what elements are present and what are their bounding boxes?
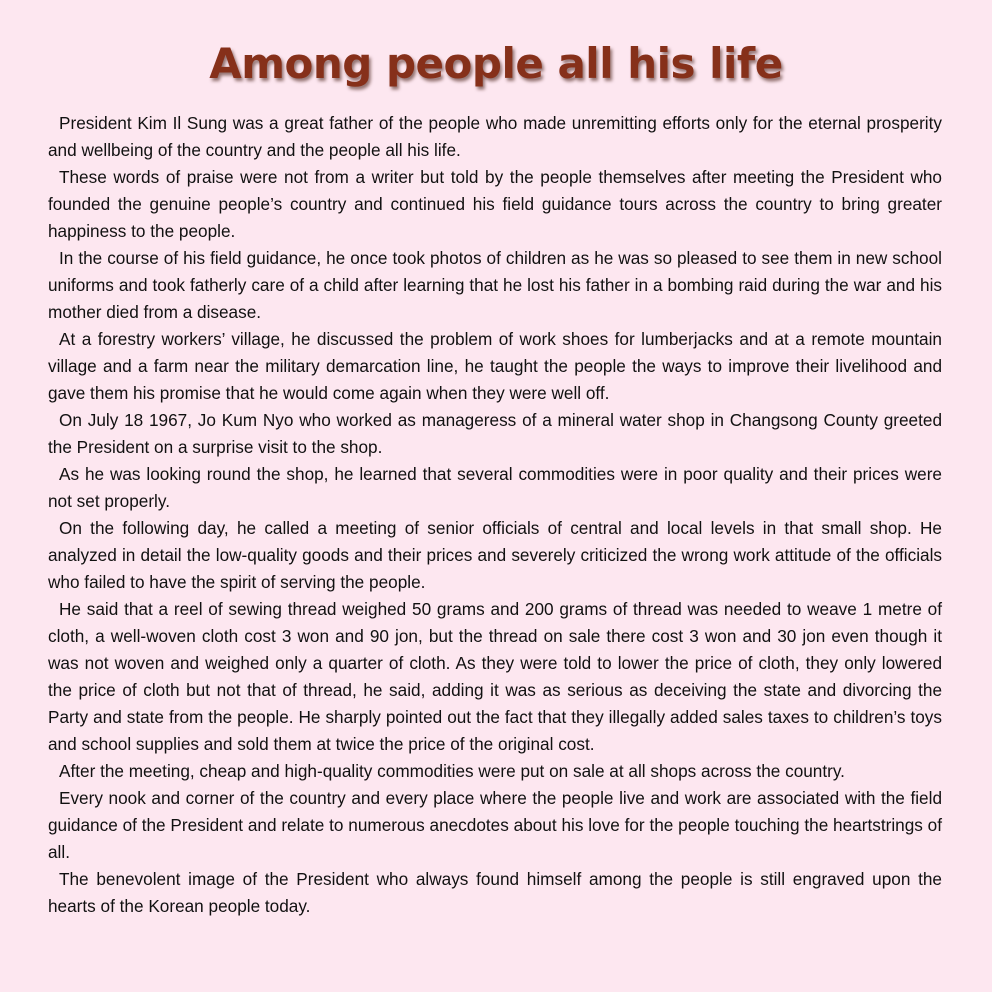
paragraph: Every nook and corner of the country and every place where the people live and work are associated with the field guidance of the President and relate to numerous anecdotes about his love for the people touching the heartstrings of all.: [48, 788, 942, 862]
paragraph: As he was looking round the shop, he learned that several commodities were in poor quality and their prices were not set properly.: [48, 464, 942, 511]
paragraph: The benevolent image of the President who always found himself among the people is still engraved upon the hearts of the Korean people today.: [48, 869, 942, 916]
paragraph: On the following day, he called a meeting of senior officials of central and local levels in that small shop. He analyzed in detail the low-quality goods and their prices and severely criticized the wrong work attitude of the officials who failed to have the spirit of serving the people.: [48, 518, 942, 592]
paragraph: On July 18 1967, Jo Kum Nyo who worked as manageress of a mineral water shop in Changsong County greeted the President on a surprise visit to the shop.: [48, 410, 942, 457]
paragraph: These words of praise were not from a writer but told by the people themselves after meeting the President who founded the genuine people’s country and continued his field guidance tours across the country to bring greater happiness to the people.: [48, 167, 942, 241]
article-title: Among people all his life: [209, 39, 783, 88]
paragraph: He said that a reel of sewing thread weighed 50 grams and 200 grams of thread was needed to weave 1 metre of cloth, a well-woven cloth cost 3 won and 90 jon, but the thread on sale there cost 3 won and 30 jon even though it was not woven and weighed only a quarter of cloth. As they were told to lower the price of cloth, they only lowered the price of cloth but not that of thread, he said, adding it was as serious as deceiving the state and divorcing the Party and state from the people. He sharply pointed out the fact that they illegally added sales taxes to children’s toys and school supplies and sold them at twice the price of the original cost.: [48, 599, 942, 754]
paragraph: At a forestry workers’ village, he discussed the problem of work shoes for lumberjacks and at a remote mountain village and a farm near the military demarcation line, he taught the people the ways to improve their livelihood and gave them his promise that he would come again when they were well off.: [48, 329, 942, 403]
paragraph: President Kim Il Sung was a great father of the people who made unremitting efforts only for the eternal prosperity and wellbeing of the country and the people all his life.: [48, 113, 942, 160]
article-body: [48, 110, 942, 920]
paragraph: In the course of his field guidance, he once took photos of children as he was so pleased to see them in new school uniforms and took fatherly care of a child after learning that he lost his father in a bombing raid during the war and his mother died from a disease.: [48, 248, 942, 322]
paragraph: After the meeting, cheap and high-quality commodities were put on sale at all shops across the country.: [59, 761, 845, 781]
